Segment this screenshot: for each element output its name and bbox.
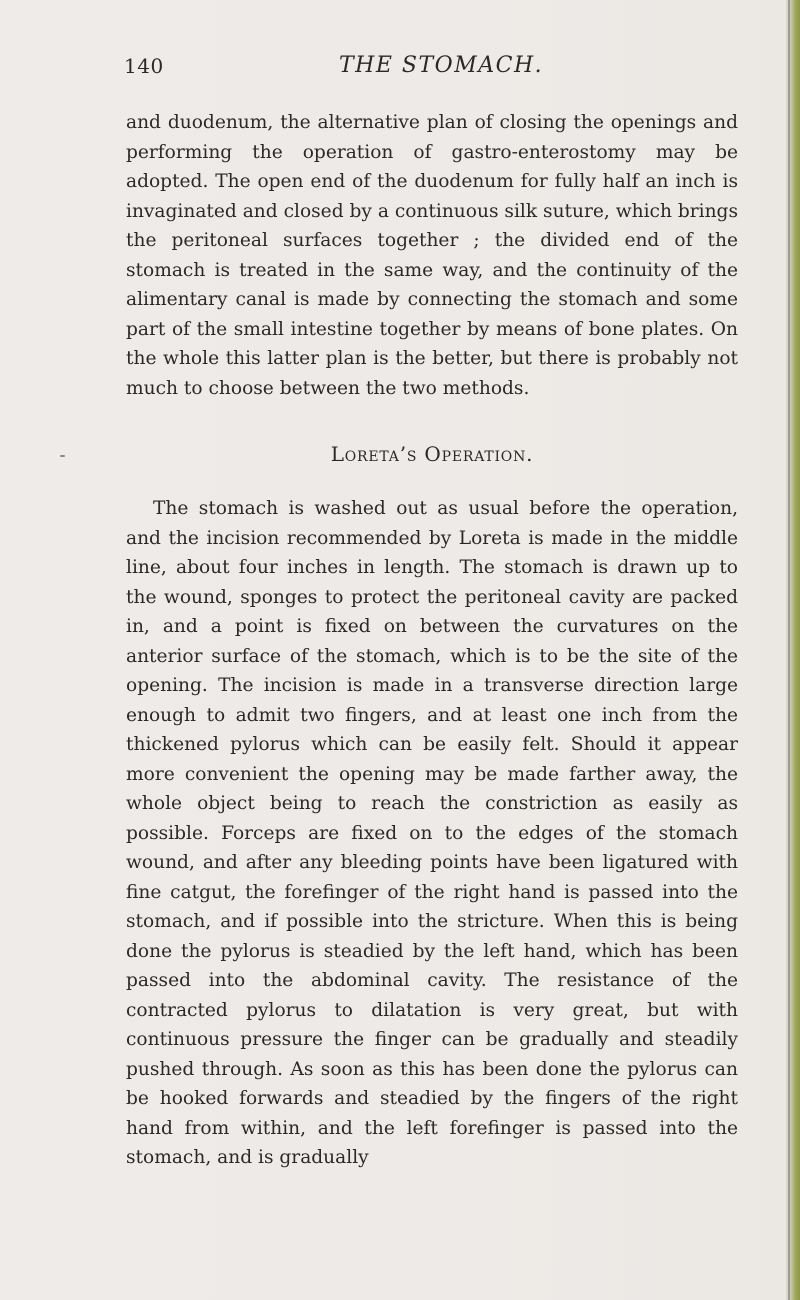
page-edge-line — [788, 0, 790, 1300]
page-number: 140 — [124, 54, 164, 78]
section-heading: Loreta’s Operation. — [330, 442, 534, 466]
margin-mark — [60, 455, 65, 457]
running-head — [124, 54, 734, 86]
running-title: THE STOMACH. — [339, 53, 544, 78]
body-paragraph-2: The stomach is washed out as usual before the operation, and the incision recommended by Loreta is made in the middle line, about four inches in length. The stomach is drawn up to the wound, sponges to protect the peritoneal cavity are packed in, and a point is fixed on between the curvatures on the anterior surface of the stomach, which is to be the site of the opening. The incision is made in a transverse direction large enough to admit two fingers, and at least one inch from the thickened pylorus which can be easily felt. Should it appear more convenient the opening may be made farther away, the whole object being to reach the constriction as easily as possible. Forceps are fixed on to the edges of the stomach wound, and after any bleeding points have been ligatured with fine catgut, the forefinger of the right hand is passed into the stomach, and if possible into the stricture. When this is being done the pylorus is steadied by the left hand, which has been passed into the abdominal cavity. The resistance of the contracted pylorus to dilatation is very great, but with continuous pressure the finger can be gradually and steadily pushed through. As soon as this has been done the pylorus can be hooked forwards and steadied by the fingers of the right hand from within, and the left forefinger is passed into the stomach, and is gradually — [126, 498, 738, 1168]
body-paragraph-1: and duodenum, the alternative plan of closing the openings and performing the operation of gastro-enterostomy may be adopted. The open end of the duodenum for fully half an inch is invaginated and closed by a continuous silk suture, which brings the peritoneal surfaces together ; the divided end of the stomach is treated in the same way, and the continuity of the alimentary canal is made by connecting the stomach and some part of the small intestine together by means of bone plates. On the whole this latter plan is the better, but there is probably not much to choose between the two methods. — [126, 112, 738, 399]
